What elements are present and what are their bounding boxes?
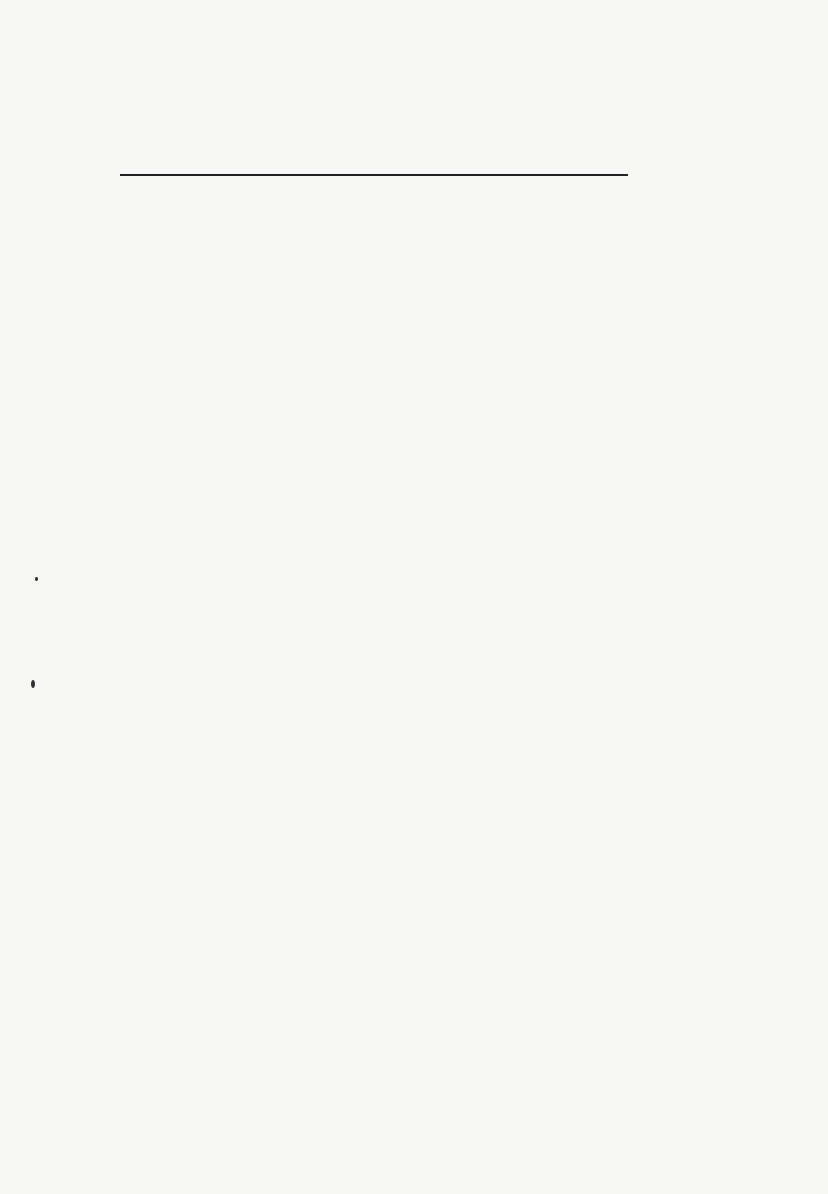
header-rule <box>120 174 628 176</box>
margin-speck <box>31 680 35 688</box>
running-header <box>120 152 628 172</box>
margin-speck <box>35 577 38 581</box>
